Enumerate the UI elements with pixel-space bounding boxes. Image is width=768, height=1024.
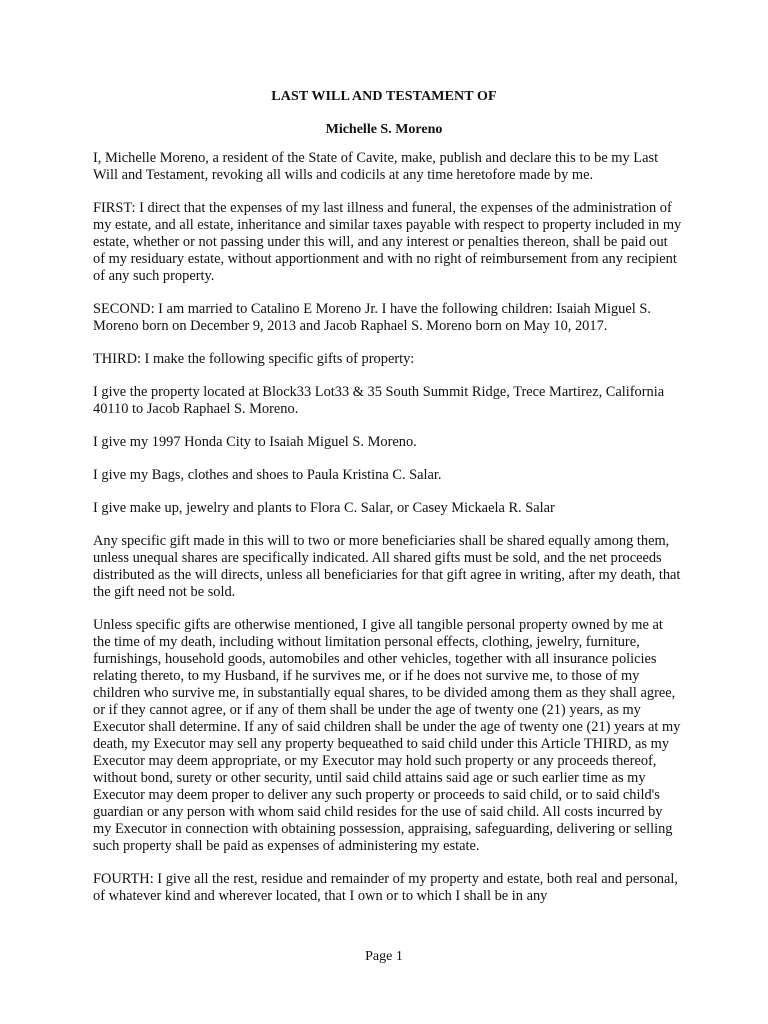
paragraph-gift-makeup: I give make up, jewelry and plants to Flora C. Salar, or Casey Mickaela R. Salar	[93, 500, 555, 516]
paragraph-first: FIRST: I direct that the expenses of my last illness and funeral, the expenses of the administration of my estate, and all estate, inheritance and similar taxes payable with respect to property included in my estate, whether or not passing under this will, and any interest or penalties thereon, shall be paid out of my residuary estate, without apportionment and with no right of reimbursement from any recipient of any such property.	[93, 200, 682, 284]
paragraph-gift-property: I give the property located at Block33 Lot33 & 35 South Summit Ridge, Trece Martirez, California 40110 to Jacob Raphael S. Moreno.	[93, 384, 665, 417]
paragraph-shared-gifts: Any specific gift made in this will to two or more beneficiaries shall be shared equally among them, unless unequal shares are specifically indicated. All shared gifts must be sold, and the net proceeds distributed as the will directs, unless all beneficiaries for that gift agree in writing, after my death, that the gift need not be sold.	[93, 533, 681, 600]
document-title: LAST WILL AND TESTAMENT OF	[271, 89, 497, 104]
page-number: Page 1	[365, 949, 403, 964]
paragraph-third: THIRD: I make the following specific gifts of property:	[93, 351, 415, 367]
paragraph-fourth: FOURTH: I give all the rest, residue and remainder of my property and estate, both real and personal, of whatever kind and wherever located, that I own or to which I shall be in any	[93, 871, 678, 904]
testator-name: Michelle S. Moreno	[325, 122, 443, 137]
paragraph-tangible-property: Unless specific gifts are otherwise mentioned, I give all tangible personal property owned by me at the time of my death, including without limitation personal effects, clothing, jewelry, furniture, furnishings, household goods, automobiles and other vehicles, together with all insurance policies relating thereto, to my Husband, if he survives me, or if he does not survive me, to those of my children who survive me, in substantially equal shares, to be divided among them as they shall agree, or if they cannot agree, or if any of them shall be under the age of twenty one (21) years, as my Executor shall determine. If any of said children shall be under the age of twenty one (21) years at my death, my Executor may sell any property bequeathed to said child under this Article THIRD, as my Executor may deem appropriate, or my Executor may hold such property or any proceeds thereof, without bond, surety or other security, until said child attains said age or such earlier time as my Executor may deem proper to deliver any such property or proceeds to said child, or to said child's guardian or any person with whom said child resides for the use of said child. All costs incurred by my Executor in connection with obtaining possession, appraising, safeguarding, delivering or selling such property shall be paid as expenses of administering my estate.	[93, 617, 681, 854]
document-body	[93, 150, 683, 921]
paragraph-second: SECOND: I am married to Catalino E Moreno Jr. I have the following children: Isaiah Miguel S. Moreno born on December 9, 2013 and Jacob Raphael S. Moreno born on May 10, 2017.	[93, 301, 651, 334]
paragraph-gift-car: I give my 1997 Honda City to Isaiah Miguel S. Moreno.	[93, 434, 417, 450]
paragraph-gift-bags: I give my Bags, clothes and shoes to Paula Kristina C. Salar.	[93, 467, 442, 483]
paragraph-declaration: I, Michelle Moreno, a resident of the State of Cavite, make, publish and declare this to be my Last Will and Testament, revoking all wills and codicils at any time heretofore made by me.	[93, 150, 659, 183]
